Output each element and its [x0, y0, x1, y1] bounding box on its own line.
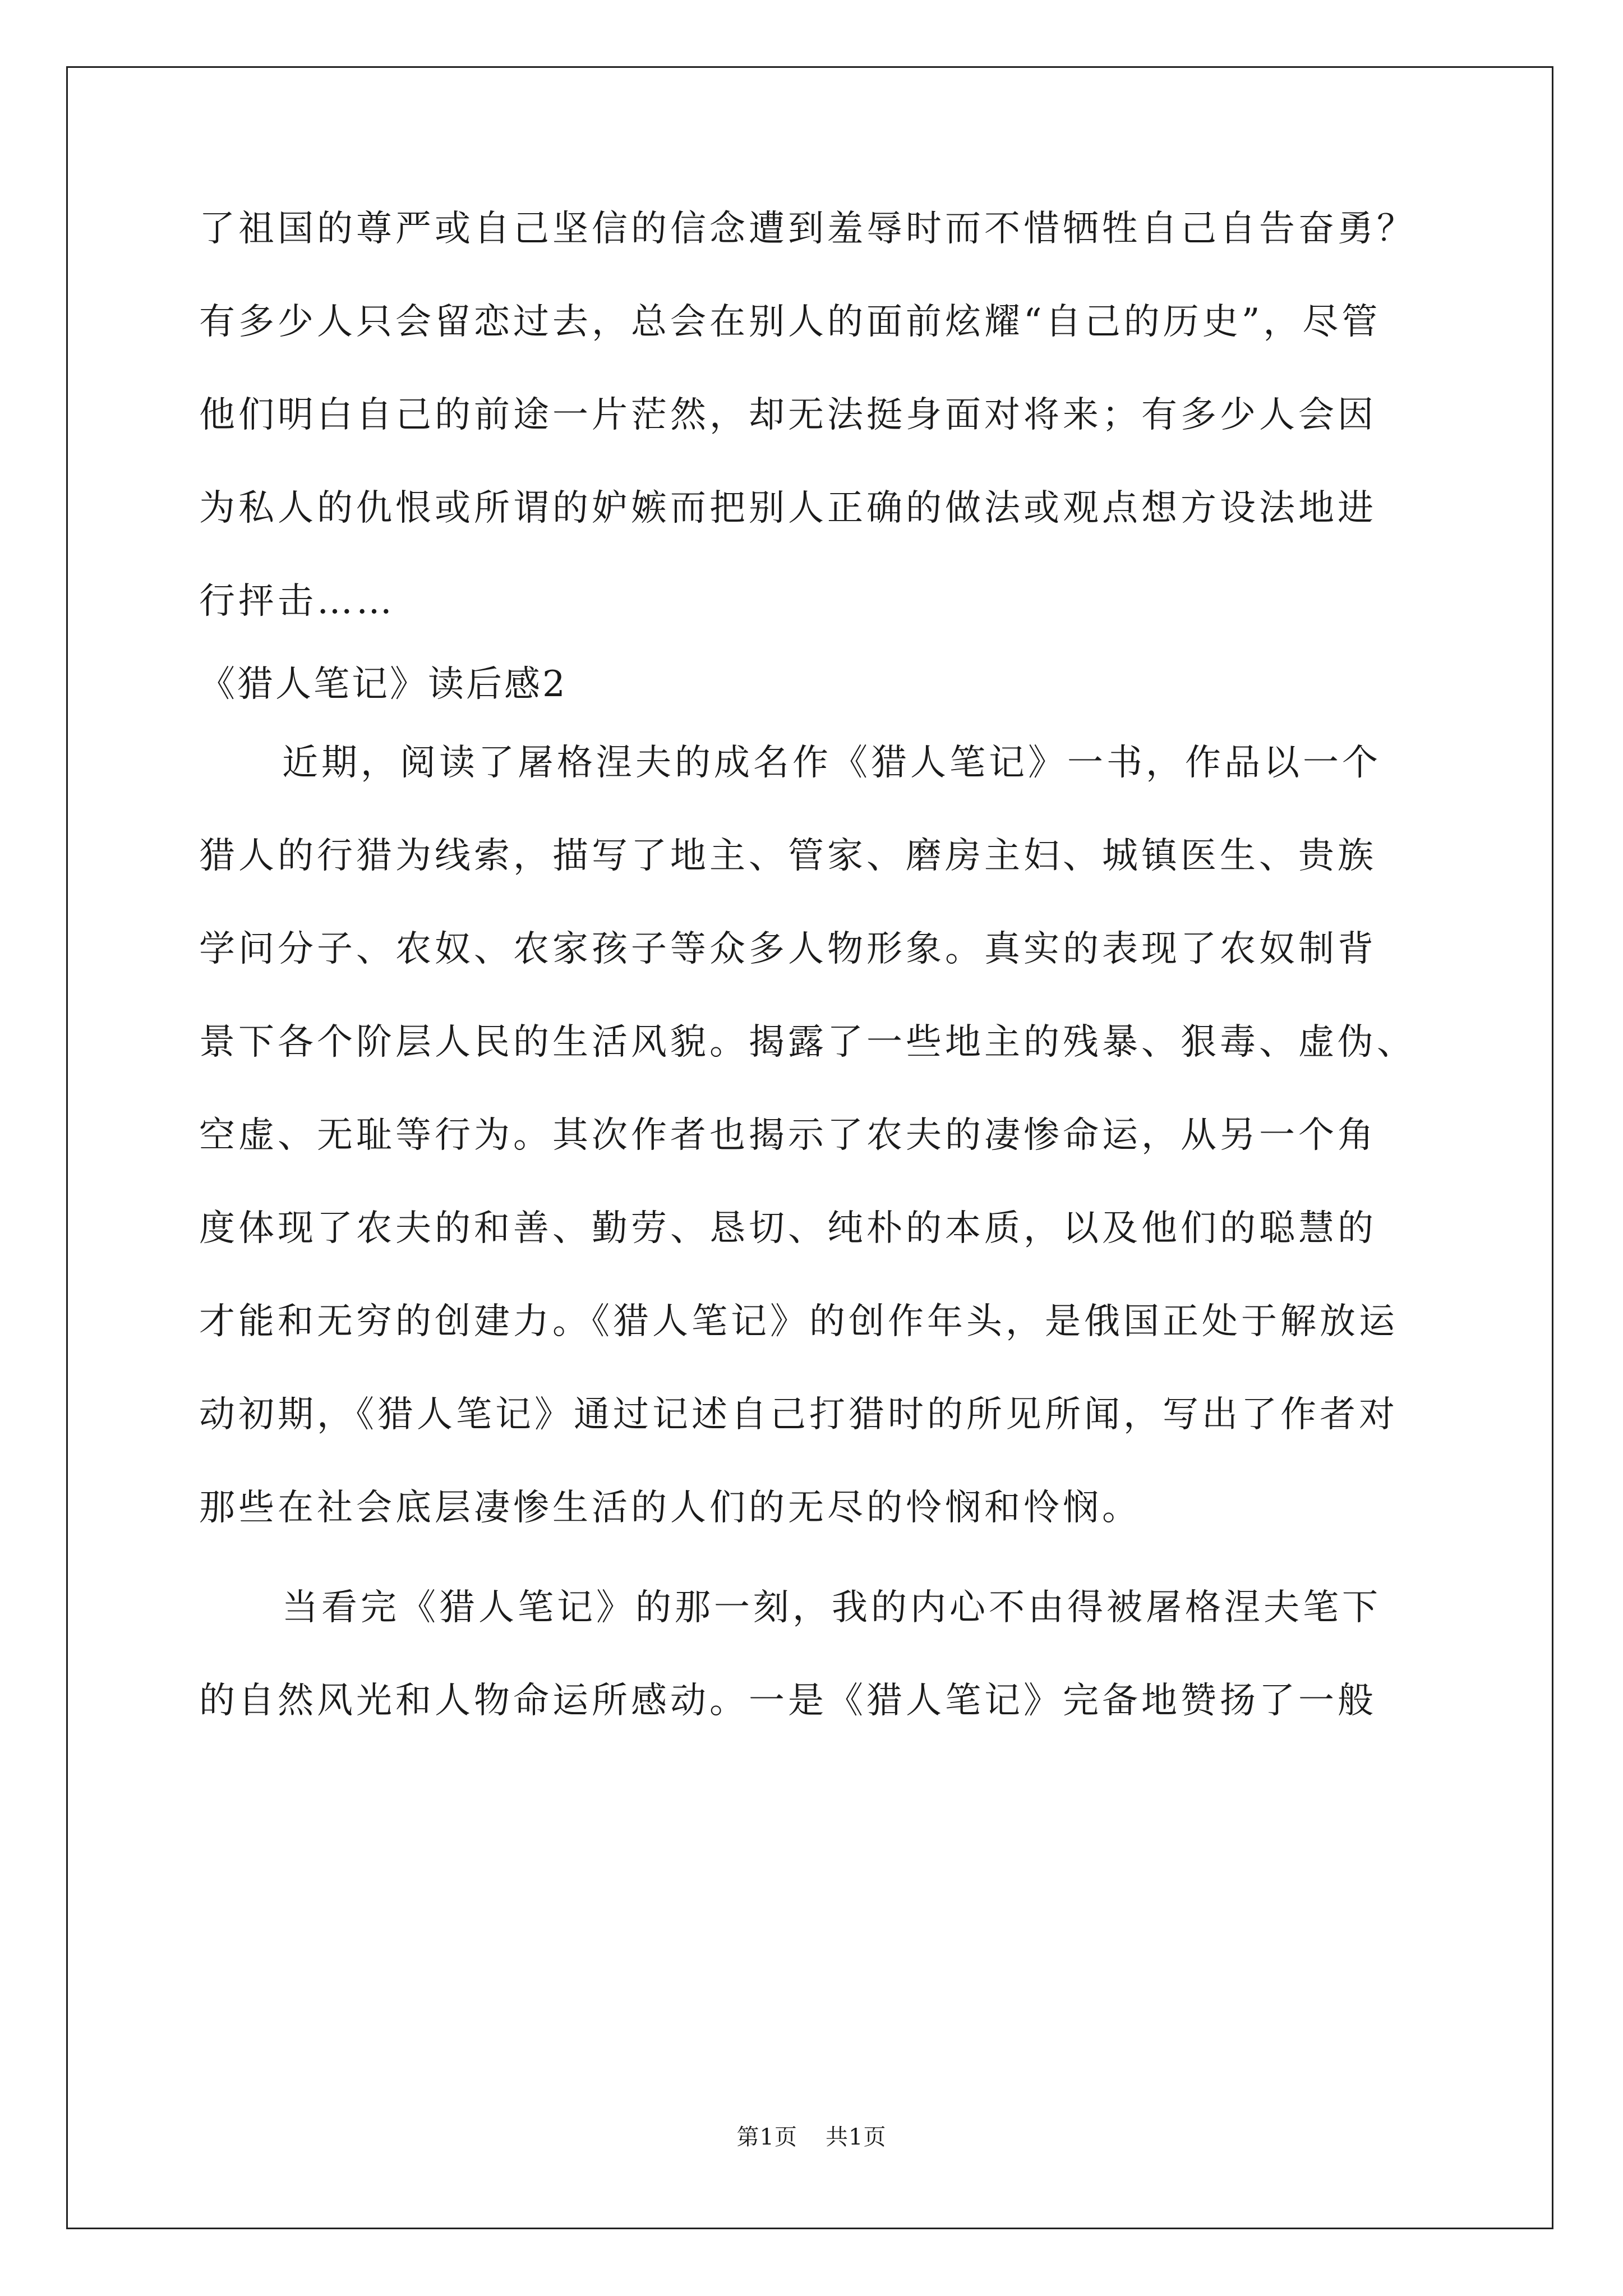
text-line: 的自然风光和人物命运所感动。一是《猎人笔记》完备地赞扬了一般	[199, 1680, 1377, 1722]
text-line: 学问分子、农奴、农家孩子等众多人物形象。真实的表现了农奴制背	[199, 928, 1377, 970]
section-heading: 《猎人笔记》读后感2	[199, 664, 568, 705]
page-number: 第1页	[736, 2124, 797, 2150]
page-total: 共1页	[826, 2124, 887, 2150]
text-line: 空虚、无耻等行为。其次作者也揭示了农夫的凄惨命运，从另一个角	[199, 1115, 1377, 1156]
text-line: 行抨击……	[199, 581, 395, 622]
text-line: 他们明白自己的前途一片茫然，却无法挺身面对将来；有多少人会因	[199, 394, 1377, 436]
paragraph-first-line: 近期，阅读了屠格涅夫的成名作《猎人笔记》一书，作品以一个	[282, 742, 1381, 784]
text-line: 那些在社会底层凄惨生活的人们的无尽的怜悯和怜悯。	[199, 1487, 1141, 1529]
page-footer	[0, 2123, 1623, 2151]
text-line: 度体现了农夫的和善、勤劳、恳切、纯朴的本质，以及他们的聪慧的	[199, 1208, 1377, 1249]
text-line: 猎人的行猎为线索，描写了地主、管家、磨房主妇、城镇医生、贵族	[199, 835, 1377, 877]
text-line: 才能和无穷的创建力。《猎人笔记》的创作年头，是俄国正处于解放运	[199, 1301, 1398, 1342]
paragraph-first-line: 当看完《猎人笔记》的那一刻，我的内心不由得被屠格涅夫笔下	[282, 1587, 1381, 1628]
text-line: 为私人的仇恨或所谓的妒嫉而把别人正确的做法或观点想方设法地进	[199, 487, 1377, 529]
text-line: 景下各个阶层人民的生活风貌。揭露了一些地主的残暴、狠毒、虚伪、	[199, 1022, 1416, 1063]
text-line: 了祖国的尊严或自己坚信的信念遭到羞辱时而不惜牺牲自己自告奋勇？	[199, 208, 1416, 250]
text-line: 有多少人只会留恋过去，总会在别人的面前炫耀“自己的历史”，尽管	[199, 301, 1381, 343]
text-line: 动初期，《猎人笔记》通过记述自己打猎时的所见所闻，写出了作者对	[199, 1394, 1398, 1435]
